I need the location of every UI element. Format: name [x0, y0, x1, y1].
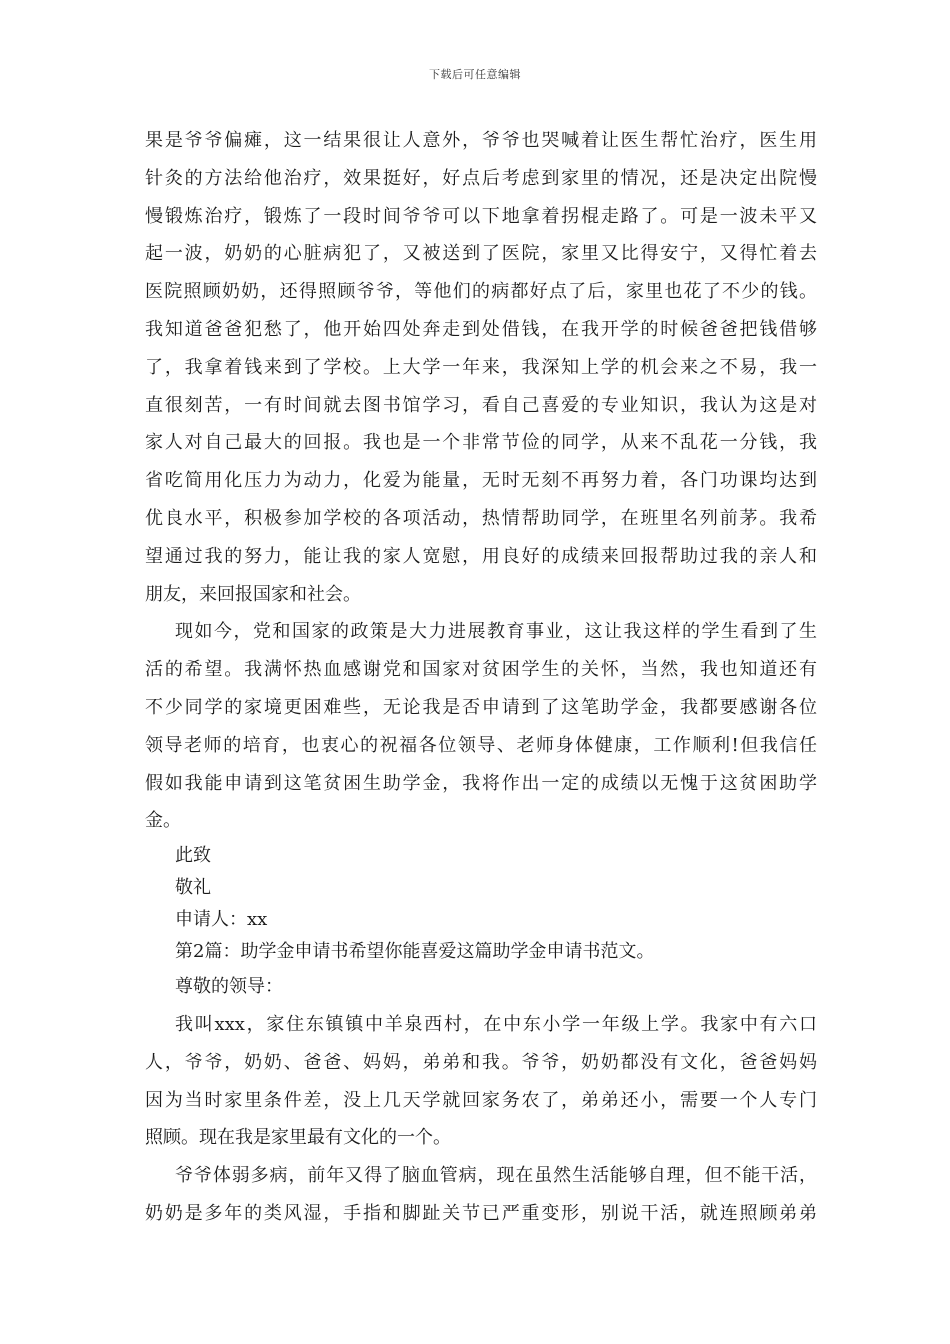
text-line: 省吃简用化压力为动力，化爱为能量，无时无刻不再努力着，各门功课均达到 [145, 470, 817, 492]
text-line: 申请人：xx [175, 909, 268, 931]
text-line: 奶奶是多年的类风湿，手指和脚趾关节已严重变形，别说干活，就连照顾弟弟 [145, 1202, 817, 1224]
text-line: 第2篇：助学金申请书希望你能喜爱这篇助学金申请书范文。 [175, 941, 655, 963]
text-line: 直很刻苦，一有时间就去图书馆学习，看自己喜爱的专业知识，我认为这是对 [145, 394, 817, 416]
text-line: 家人对自己最大的回报。我也是一个非常节俭的同学，从来不乱花一分钱，我 [145, 432, 817, 454]
text-line: 了，我拿着钱来到了学校。上大学一年来，我深知上学的机会来之不易，我一 [145, 356, 817, 378]
text-line: 尊敬的领导： [175, 976, 283, 998]
text-line: 起一波，奶奶的心脏病犯了，又被送到了医院，家里又比得安宁，又得忙着去 [145, 243, 817, 265]
text-line: 我叫xxx，家住东镇镇中羊泉西村，在中东小学一年级上学。我家中有六口 [175, 1013, 817, 1035]
text-line: 优良水平，积极参加学校的各项活动，热情帮助同学，在班里名列前茅。我希 [145, 507, 817, 529]
text-line: 活的希望。我满怀热血感谢党和国家对贫困学生的关怀，当然，我也知道还有 [145, 659, 817, 681]
text-line: 望通过我的努力，能让我的家人宽慰，用良好的成绩来回报帮助过我的亲人和 [145, 545, 817, 567]
text-line: 慢锻炼治疗，锻炼了一段时间爷爷可以下地拿着拐棍走路了。可是一波未平又 [145, 205, 817, 227]
text-line: 现如今，党和国家的政策是大力进展教育事业，这让我这样的学生看到了生 [175, 621, 817, 643]
text-line: 爷爷体弱多病，前年又得了脑血管病，现在虽然生活能够自理，但不能干活， [175, 1165, 817, 1187]
document-body [145, 122, 817, 1233]
text-line: 朋友，来回报国家和社会。 [145, 583, 361, 605]
text-line: 照顾。现在我是家里最有文化的一个。 [145, 1127, 451, 1149]
text-line: 医院照顾奶奶，还得照顾爷爷，等他们的病都好点了后，家里也花了不少的钱。 [145, 281, 817, 303]
text-line: 果是爷爷偏瘫，这一结果很让人意外，爷爷也哭喊着让医生帮忙治疗，医生用 [145, 130, 817, 151]
text-line: 因为当时家里条件差，没上几天学就回家务农了，弟弟还小，需要一个人专门 [145, 1089, 817, 1111]
text-line: 我知道爸爸犯愁了，他开始四处奔走到处借钱，在我开学的时候爸爸把钱借够 [145, 318, 817, 340]
text-line: 金。 [145, 810, 181, 832]
text-line: 不少同学的家境更困难些，无论我是否申请到了这笔助学金，我都要感谢各位 [145, 696, 817, 718]
page-header: 下载后可任意编辑 [429, 68, 521, 81]
text-line: 针灸的方法给他治疗，效果挺好，好点后考虑到家里的情况，还是决定出院慢 [145, 167, 817, 189]
text-line: 敬礼 [175, 877, 211, 899]
text-line: 领导老师的培育，也衷心的祝福各位领导、老师身体健康，工作顺利!但我信任 [145, 734, 817, 756]
text-line: 人，爷爷，奶奶、爸爸、妈妈，弟弟和我。爷爷，奶奶都没有文化，爸爸妈妈 [145, 1051, 817, 1073]
text-line: 此致 [175, 845, 211, 867]
text-line: 假如我能申请到这笔贫困生助学金，我将作出一定的成绩以无愧于这贫困助学 [145, 772, 817, 794]
